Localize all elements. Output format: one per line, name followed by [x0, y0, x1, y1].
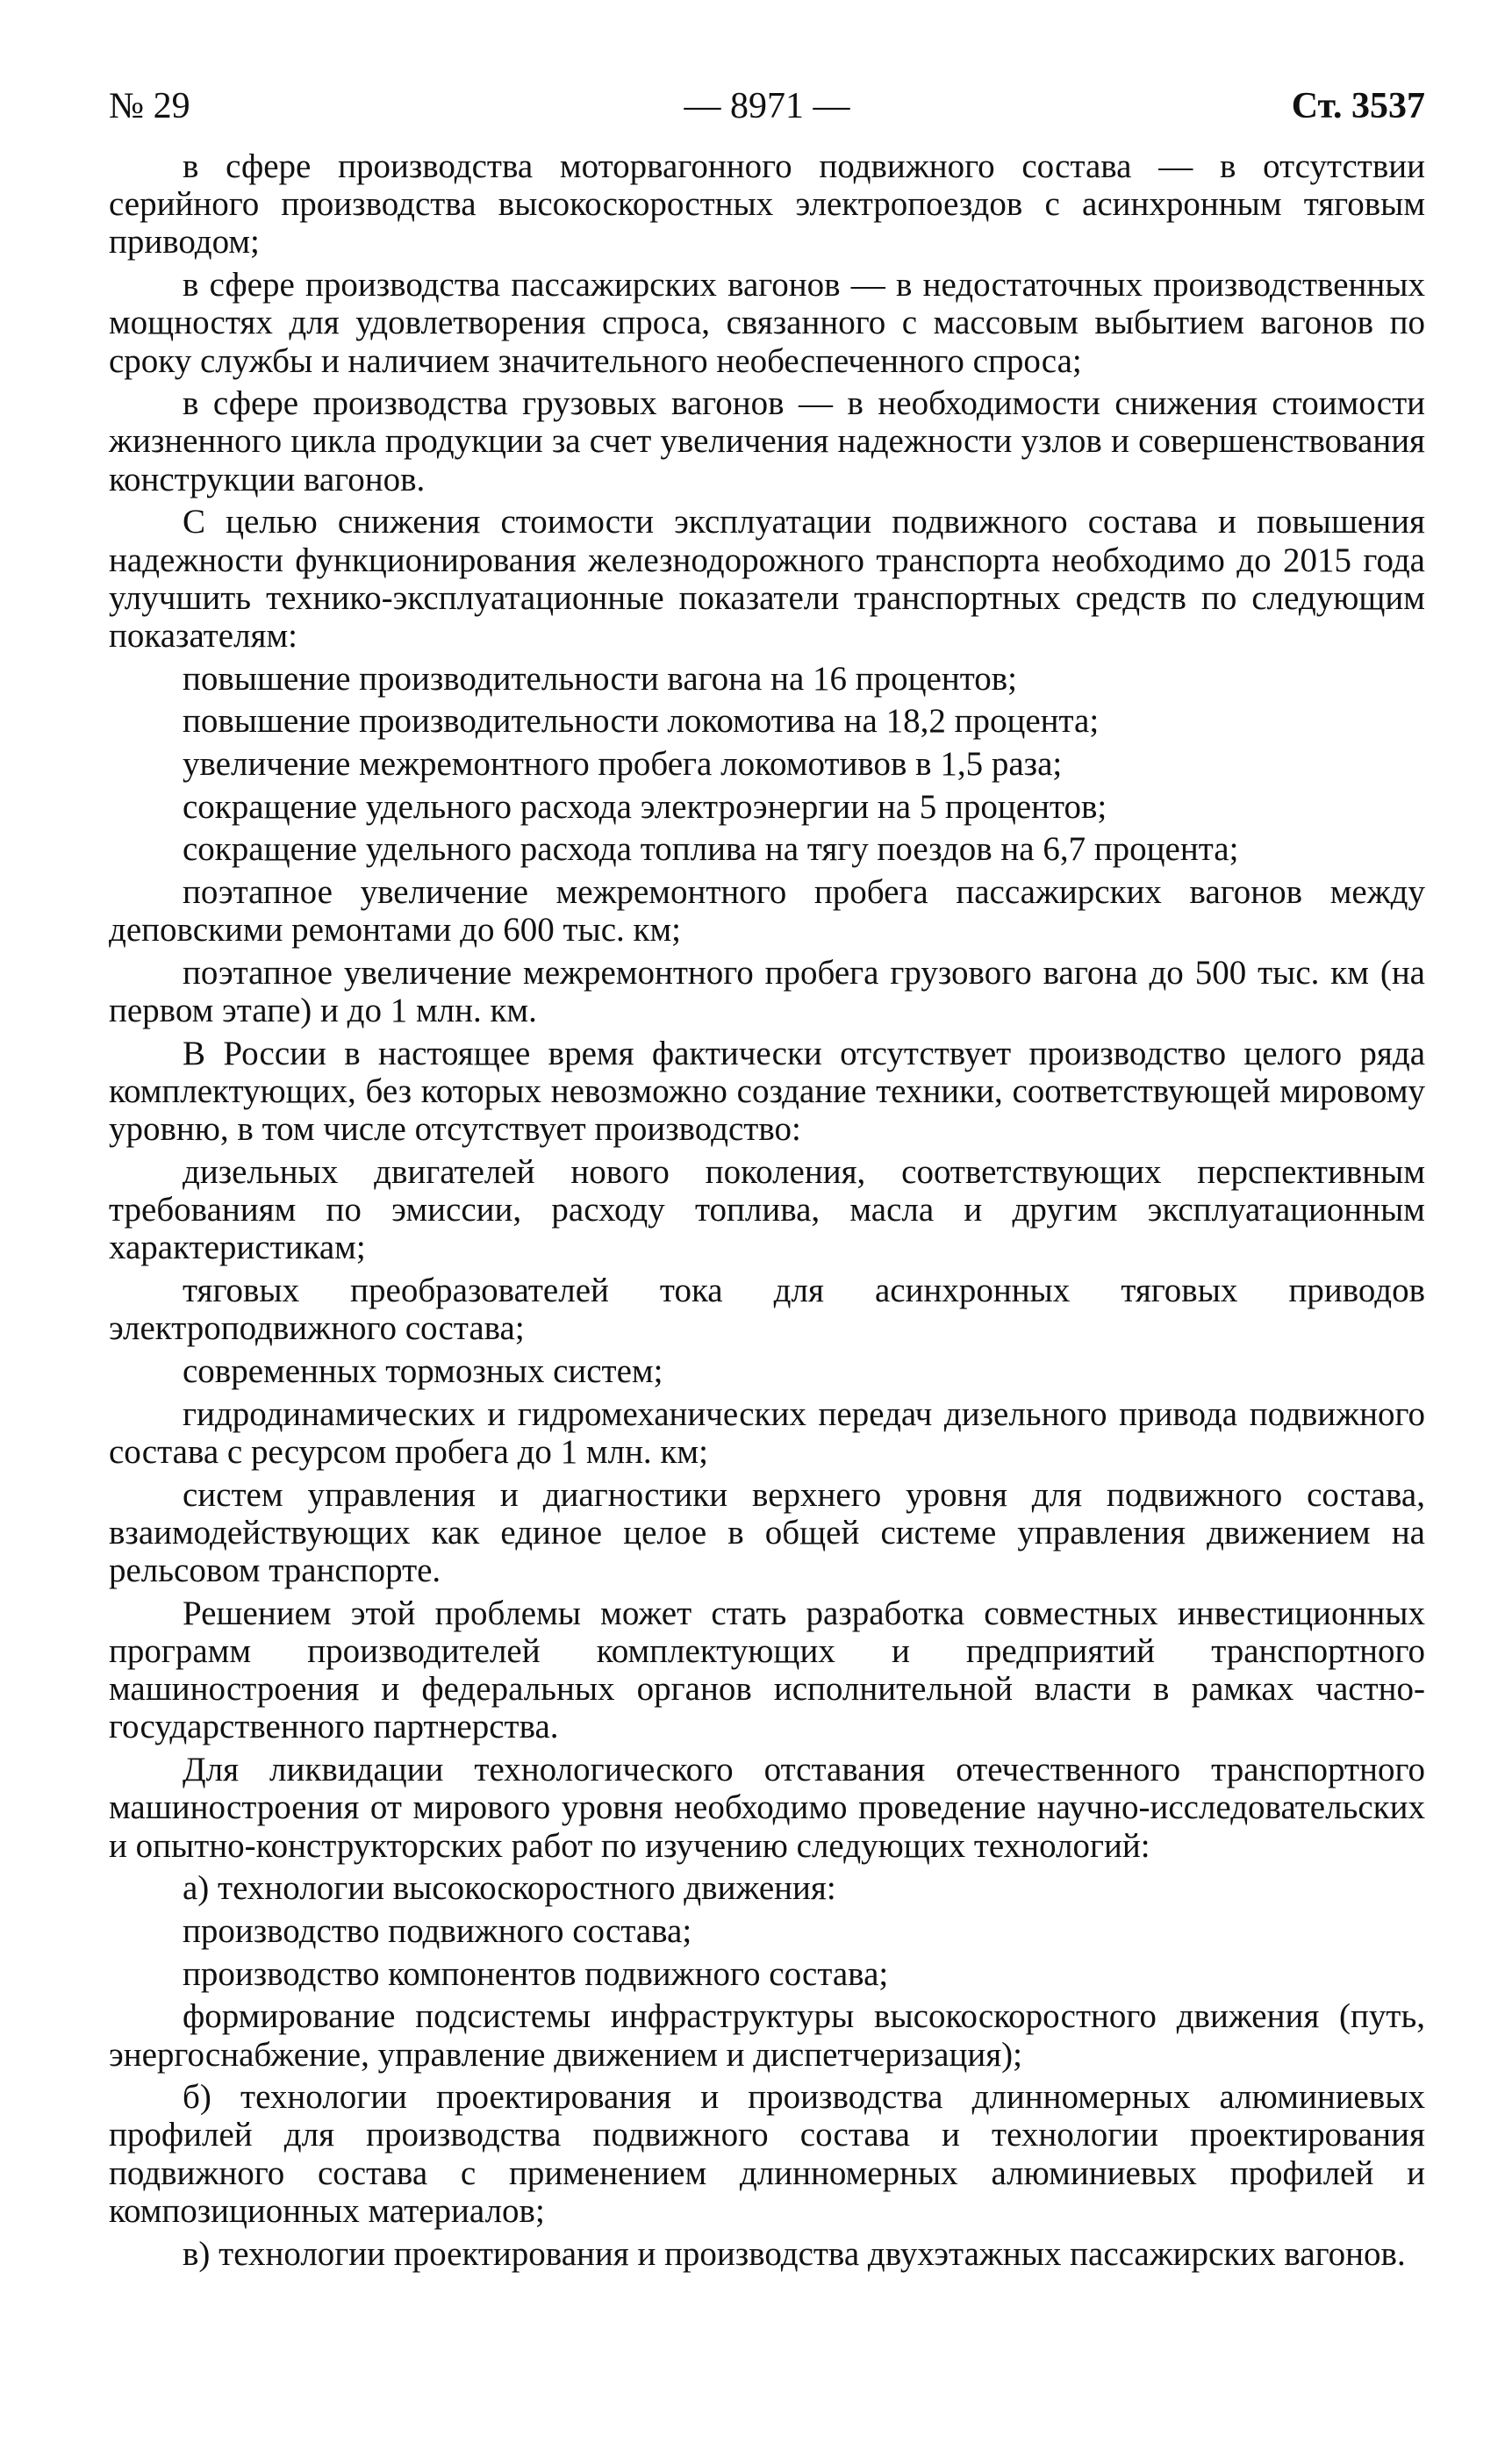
paragraph: В России в настоящее время фактически отсутствует производство целого ряда комплектующих, без которых невозможно создание техники, соответствующей мировому уровню, в том числе отсутствует производство: [109, 1034, 1425, 1149]
paragraph: в сфере производства моторвагонного подвижного состава — в отсутствии серийного производства высокоскоростных электропоездов с асинхронным тяговым приводом; [109, 147, 1425, 262]
page-number: — 8971 — [684, 86, 850, 126]
list-item: гидродинамических и гидромеханических передач дизельного привода подвижного состава с ресурсом пробега до 1 млн. км; [109, 1394, 1425, 1471]
document-page [109, 84, 1425, 2277]
document-body [109, 147, 1425, 2273]
list-item: б) технологии проектирования и производства длинномерных алюминиевых профилей для производства подвижного состава и технологии проектирования подвижного состава с применением длинномерных алюминиевых профилей и композиционных материалов; [109, 2078, 1425, 2230]
list-item: формирование подсистемы инфраструктуры высокоскоростного движения (путь, энергоснабжение, управление движением и диспетчеризация); [109, 1997, 1425, 2074]
list-item: увеличение межремонтного пробега локомотивов в 1,5 раза; [183, 745, 1063, 784]
list-item: производство компонентов подвижного состава; [183, 1954, 889, 1993]
list-item: тяговых преобразователей тока для асинхронных тяговых приводов электроподвижного состава; [109, 1272, 1425, 1348]
paragraph: Решением этой проблемы может стать разработка совместных инвестиционных программ производителей комплектующих и предприятий транспортного машиностроения и федеральных органов исполнительной власти в рамках частно-государственного партнерства. [109, 1594, 1425, 1746]
paragraph: Для ликвидации технологического отставания отечественного транспортного машиностроения от мирового уровня необходимо проведение научно-исследовательских и опытно-конструкторских работ по изучению следующих технологий: [109, 1751, 1425, 1865]
list-item: систем управления и диагностики верхнего уровня для подвижного состава, взаимодействующих как единое целое в общей системе управления движением на рельсовом транспорте. [109, 1475, 1425, 1590]
issue-number: № 29 [109, 86, 190, 126]
article-number: Ст. 3537 [1291, 86, 1425, 126]
paragraph: С целью снижения стоимости эксплуатации подвижного состава и повышения надежности функционирования железнодорожного транспорта необходимо до 2015 года улучшить технико-эксплуатационные показатели транспортных средств по следующим показателям: [109, 503, 1425, 655]
list-item: повышение производительности вагона на 16 процентов; [183, 659, 1017, 698]
list-item: сокращение удельного расхода электроэнергии на 5 процентов; [183, 787, 1107, 826]
list-item: в) технологии проектирования и производства двухэтажных пассажирских вагонов. [183, 2234, 1406, 2273]
list-item: производство подвижного состава; [183, 1911, 692, 1950]
page-header [109, 84, 1425, 137]
list-item: поэтапное увеличение межремонтного пробега пассажирских вагонов между деповскими ремонтами до 600 тыс. км; [109, 873, 1425, 950]
list-item: сокращение удельного расхода топлива на тягу поездов на 6,7 процента; [183, 830, 1239, 869]
list-item: современных тормозных систем; [183, 1352, 663, 1391]
paragraph: в сфере производства пассажирских вагонов — в недостаточных производственных мощностях для удовлетворения спроса, связанного с массовым выбытием вагонов по сроку службы и наличием значительного необеспеченного спроса; [109, 266, 1425, 380]
paragraph: в сфере производства грузовых вагонов — в необходимости снижения стоимости жизненного цикла продукции за счет увеличения надежности узлов и совершенствования конструкции вагонов. [109, 384, 1425, 498]
list-item: а) технологии высокоскоростного движения: [183, 1869, 836, 1908]
list-item: поэтапное увеличение межремонтного пробега грузового вагона до 500 тыс. км (на первом этапе) и до 1 млн. км. [109, 954, 1425, 1030]
list-item: повышение производительности локомотива на 18,2 процента; [183, 702, 1100, 741]
list-item: дизельных двигателей нового поколения, соответствующих перспективным требованиям по эмиссии, расходу топлива, масла и другим эксплуатационным характеристикам; [109, 1153, 1425, 1267]
